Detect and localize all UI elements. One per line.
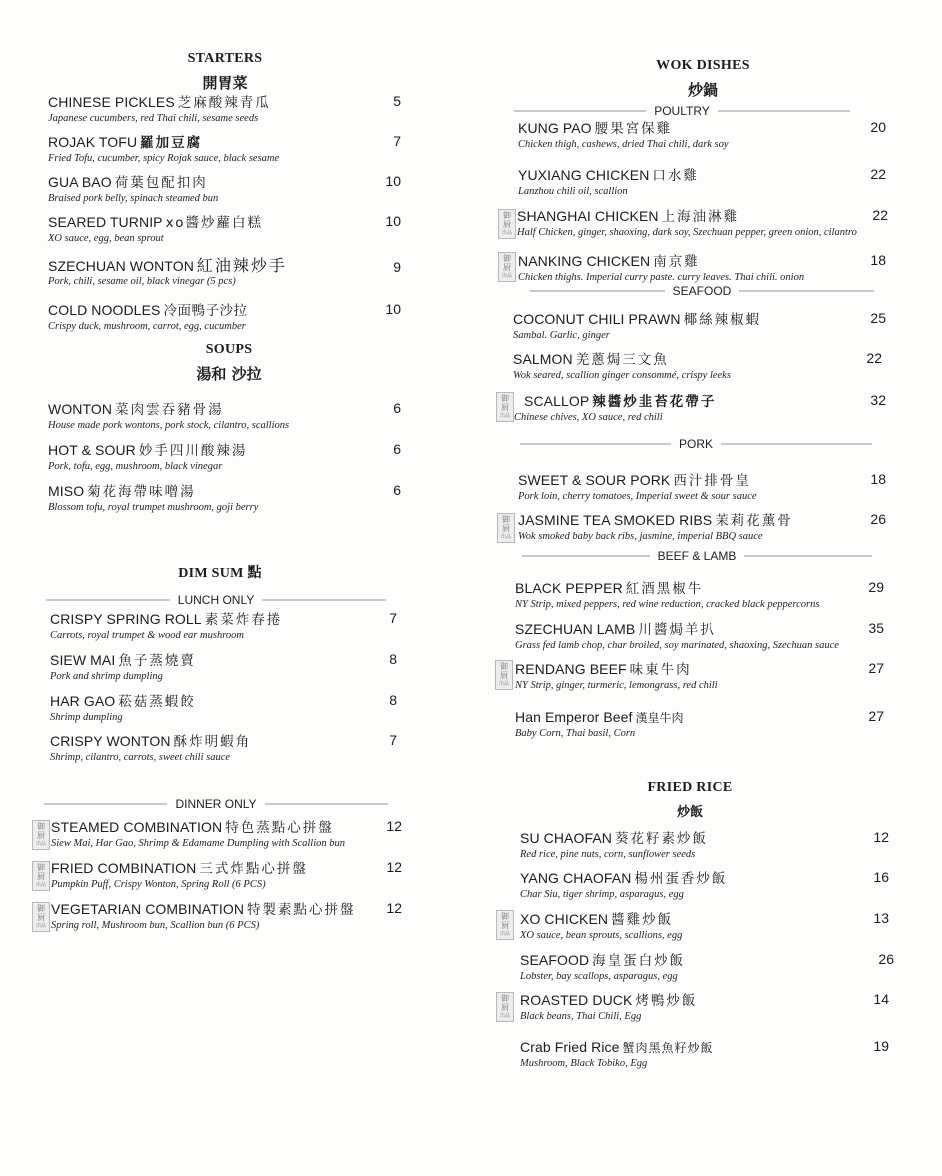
item-price: 22 <box>872 207 888 223</box>
item-name: CRISPY WONTON <box>50 733 171 749</box>
item-name: GUA BAO <box>48 174 112 190</box>
menu-item <box>520 951 685 983</box>
item-name-cn: 素菜炸春捲 <box>204 612 283 628</box>
item-name: COLD NOODLES <box>48 302 161 318</box>
item-price: 9 <box>393 259 401 275</box>
item-price: 27 <box>868 660 884 676</box>
item-desc: Baby Corn, Thai basil, Corn <box>515 728 636 739</box>
item-name-cn: 紅酒黑椒牛 <box>625 581 704 597</box>
item-name: SU CHAOFAN <box>520 830 613 846</box>
item-desc: Pork and shrimp dumpling <box>50 671 163 682</box>
item-price: 10 <box>385 213 401 229</box>
divider-rule <box>721 443 872 445</box>
item-name-cn: 海皇蛋白炒飯 <box>592 953 686 969</box>
menu-item <box>520 1038 714 1070</box>
item-name: Han Emperor Beef <box>515 709 633 725</box>
item-name: YUXIANG CHICKEN <box>518 167 650 183</box>
divider-rule <box>514 110 646 112</box>
item-price: 22 <box>870 166 886 182</box>
item-name: ROJAK TOFU <box>48 134 138 150</box>
item-desc: Fried Tofu, cucumber, spicy Rojak sauce, black sesame <box>48 153 280 164</box>
item-name: NANKING CHICKEN <box>518 253 651 269</box>
item-desc: Mushroom, Black Tobiko, Egg <box>520 1058 648 1069</box>
starters-title: STARTERS <box>187 51 263 66</box>
lunch-only-label: LUNCH ONLY <box>177 593 255 607</box>
item-price: 27 <box>868 708 884 724</box>
menu-item <box>517 207 857 239</box>
item-name: SCALLOP <box>524 393 590 409</box>
menu-item <box>50 610 282 642</box>
item-price: 7 <box>393 133 401 149</box>
item-price: 26 <box>870 511 886 527</box>
divider-rule <box>262 599 386 601</box>
item-name-cn: xo醬炒蘿白糕 <box>165 215 263 231</box>
menu-item <box>48 441 247 473</box>
item-name-cn: 特色蒸點心拼盤 <box>225 820 334 836</box>
menu-item <box>518 252 804 284</box>
item-name-cn: 烤鴨炒飯 <box>635 993 698 1009</box>
item-name: SZECHUAN WONTON <box>48 258 194 274</box>
item-desc: Lobster, bay scallops, asparagus, egg <box>520 971 678 982</box>
menu-item <box>518 166 699 198</box>
item-desc: Grass fed lamb chop, char broiled, soy marinated, shaoxing, Szechuan sauce <box>515 640 839 651</box>
menu-item <box>515 660 718 692</box>
item-price: 12 <box>873 829 889 845</box>
right-column <box>470 0 942 1176</box>
menu-item <box>48 301 247 333</box>
item-price: 16 <box>873 869 889 885</box>
item-name-cn: 三式炸點心拼盤 <box>199 861 308 877</box>
menu-item <box>48 213 263 245</box>
item-name-cn: 特製素點心拼盤 <box>247 902 356 918</box>
chef-seal-icon: 御 厨 出品 <box>498 252 516 282</box>
item-price: 13 <box>873 910 889 926</box>
menu-item <box>50 651 196 683</box>
item-name: SALMON <box>513 351 573 367</box>
item-name-cn: 魚子蒸燒賣 <box>118 653 196 669</box>
menu-item <box>50 732 251 764</box>
dinner-only-label: DINNER ONLY <box>175 797 257 811</box>
menu-item <box>48 482 258 514</box>
chef-seal-icon: 御 厨 出品 <box>496 992 514 1022</box>
item-name: SEAFOOD <box>520 952 590 968</box>
item-name: SIEW MAI <box>50 652 116 668</box>
item-desc: Pumpkin Puff, Crispy Wonton, Spring Roll (6 PCS) <box>51 879 266 890</box>
seafood-divider <box>530 284 874 298</box>
item-desc: Chicken thigh, cashews, dried Thai chili, dark soy <box>518 139 729 150</box>
chef-seal-icon: 御 厨 出品 <box>496 392 514 422</box>
item-name-cn: 芝麻酸辣青瓜 <box>177 95 271 111</box>
item-price: 12 <box>386 900 402 916</box>
menu-item <box>515 708 684 740</box>
item-desc: Chicken thighs. Imperial curry paste. curry leaves. Thai chili. onion <box>518 272 805 283</box>
item-name: CRISPY SPRING ROLL <box>50 611 202 627</box>
menu-item <box>520 829 708 861</box>
item-name-cn: 西汁排骨皇 <box>673 473 751 489</box>
fried-rice-title: FRIED RICE <box>647 780 733 795</box>
menu-item <box>515 620 839 652</box>
item-desc: Wok smoked baby back ribs, jasmine, imperial BBQ sauce <box>518 531 763 542</box>
item-desc: Lanzhou chili oil, scallion <box>518 186 628 197</box>
seafood-label: SEAFOOD <box>672 284 732 298</box>
item-desc: Shrimp, cilantro, carrots, sweet chili sauce <box>50 752 231 763</box>
menu-item <box>520 910 682 942</box>
item-desc: Japanese cucumbers, red Thai chili, sesame seeds <box>48 113 259 124</box>
poultry-divider <box>514 104 850 118</box>
left-column <box>0 0 470 1176</box>
item-name: WONTON <box>48 401 113 417</box>
item-name: SWEET & SOUR PORK <box>518 472 671 488</box>
menu-item <box>518 511 793 543</box>
item-name: SEARED TURNIP <box>48 214 163 230</box>
divider-rule <box>265 803 388 805</box>
menu-item <box>520 991 697 1023</box>
item-price: 10 <box>385 301 401 317</box>
item-desc: Blossom tofu, royal trumpet mushroom, goji berry <box>48 502 259 513</box>
item-name-cn: 羅加豆腐 <box>140 135 203 151</box>
soups-title: SOUPS <box>205 342 253 357</box>
menu-item <box>513 310 761 342</box>
divider-rule <box>44 803 167 805</box>
item-desc: Sambal. Garlic, ginger <box>513 330 610 341</box>
soups-title-cn: 湯和 沙拉 <box>196 365 262 383</box>
item-desc: Carrots, royal trumpet & wood ear mushroom <box>50 630 244 641</box>
chef-seal-icon: 御 厨 出品 <box>32 861 50 891</box>
beef-lamb-divider <box>522 549 872 563</box>
item-name-cn: 妙手四川酸辣湯 <box>138 443 248 459</box>
item-name: RENDANG BEEF <box>515 661 627 677</box>
chef-seal-icon: 御 厨 出品 <box>32 820 50 850</box>
item-price: 12 <box>386 818 402 834</box>
item-name-cn: 冷面鴨子沙拉 <box>163 303 248 319</box>
item-price: 12 <box>386 859 402 875</box>
menu-item <box>518 471 757 503</box>
menu-item <box>514 392 716 424</box>
pork-divider <box>520 437 872 451</box>
item-name: KUNG PAO <box>518 120 592 136</box>
item-price: 6 <box>393 441 401 457</box>
item-price: 5 <box>393 93 401 109</box>
fried-rice-title-cn: 炒飯 <box>676 805 703 820</box>
item-desc: Pork, tofu, egg, mushroom, black vinegar <box>48 461 223 472</box>
item-price: 8 <box>389 651 397 667</box>
menu-item <box>48 133 279 165</box>
item-name: STEAMED COMBINATION <box>51 819 223 835</box>
chef-seal-icon: 御 厨 出品 <box>495 660 513 690</box>
item-desc: Pork loin, cherry tomatoes, Imperial sweet & sour sauce <box>518 491 757 502</box>
item-price: 6 <box>393 482 401 498</box>
divider-rule <box>744 555 872 557</box>
item-desc: Pork, chili, sesame oil, black vinegar (5 pcs) <box>48 276 236 287</box>
item-price: 18 <box>870 252 886 268</box>
item-name-cn: 酥炸明蝦角 <box>173 734 252 750</box>
item-price: 32 <box>870 392 886 408</box>
item-desc: Black beans, Thai Chili, Egg <box>520 1011 642 1022</box>
lunch-only-divider <box>46 593 386 607</box>
divider-rule <box>522 555 650 557</box>
item-name: VEGETARIAN COMBINATION <box>51 901 245 917</box>
item-name: MISO <box>48 483 85 499</box>
item-name: SZECHUAN LAMB <box>515 621 636 637</box>
item-name: XO CHICKEN <box>520 911 609 927</box>
divider-rule <box>46 599 170 601</box>
item-name-cn: 味東牛肉 <box>629 662 692 678</box>
item-desc: XO sauce, egg, bean sprout <box>48 233 164 244</box>
item-price: 7 <box>389 610 397 626</box>
menu-item <box>515 579 819 611</box>
item-name: ROASTED DUCK <box>520 992 633 1008</box>
item-desc: Braised pork belly, spinach steamed bun <box>48 193 219 204</box>
item-desc: Half Chicken, ginger, shaoxing, dark soy, Szechuan pepper, green onion, cilantro <box>517 227 857 238</box>
item-name: FRIED COMBINATION <box>51 860 197 876</box>
item-name-cn: 菜肉雲吞豬骨湯 <box>115 402 224 418</box>
item-price: 20 <box>870 119 886 135</box>
item-desc: Siew Mai, Har Gao, Shrimp & Edamame Dumpling with Scallion bun <box>51 838 345 849</box>
item-name-cn: 蟹肉黑魚籽炒飯 <box>622 1041 714 1055</box>
chef-seal-icon: 御 厨 出品 <box>498 209 516 239</box>
item-name-cn: 南京雞 <box>653 254 700 270</box>
menu-item <box>520 869 727 901</box>
item-name-cn: 漢皇牛肉 <box>635 711 684 725</box>
item-price: 22 <box>866 350 882 366</box>
item-name: COCONUT CHILI PRAWN <box>513 311 681 327</box>
item-name-cn: 葵花籽素炒飯 <box>615 831 709 847</box>
item-name-cn: 口水雞 <box>652 168 699 184</box>
item-name: HOT & SOUR <box>48 442 136 458</box>
item-name-cn: 菘菇蒸蝦餃 <box>118 694 196 710</box>
item-desc: Char Siu, tiger shrimp, asparagus, egg <box>520 889 684 900</box>
item-name-cn: 紅油辣炒手 <box>196 256 287 275</box>
wok-dishes-title: WOK DISHES <box>656 58 750 73</box>
item-name: SHANGHAI CHICKEN <box>517 208 659 224</box>
item-desc: Spring roll, Mushroom bun, Scallion bun (6 PCS) <box>51 920 260 931</box>
item-name: JASMINE TEA SMOKED RIBS <box>518 512 713 528</box>
menu-item <box>50 692 196 724</box>
item-name-cn: 醬雞炒飯 <box>611 912 674 928</box>
item-price: 18 <box>870 471 886 487</box>
item-desc: House made pork wontons, pork stock, cilantro, scallions <box>48 420 290 431</box>
item-price: 25 <box>870 310 886 326</box>
starters-title-cn: 開胃菜 <box>202 74 248 92</box>
poultry-label: POULTRY <box>654 104 710 118</box>
menu-item <box>48 93 271 125</box>
menu-item <box>518 119 729 151</box>
item-desc: NY Strip, mixed peppers, red wine reduction, cracked black peppercorns <box>515 599 820 610</box>
menu-item <box>48 257 287 288</box>
menu-item <box>51 818 345 850</box>
item-price: 29 <box>868 579 884 595</box>
item-price: 19 <box>873 1038 889 1054</box>
menu-item <box>51 859 308 891</box>
item-name: HAR GAO <box>50 693 116 709</box>
item-name-cn: 椰絲辣椒蝦 <box>683 312 762 328</box>
item-desc: Chinese chives, XO sauce, red chili <box>514 412 663 423</box>
wok-dishes-title-cn: 炒鍋 <box>687 81 718 99</box>
chef-seal-icon: 御 厨 出品 <box>497 513 515 543</box>
item-name-cn: 川醬焗羊扒 <box>638 622 716 638</box>
item-desc: Shrimp dumpling <box>50 712 123 723</box>
item-name-cn: 腰果宮保雞 <box>594 121 673 137</box>
pork-label: PORK <box>679 437 714 451</box>
divider-rule <box>718 110 850 112</box>
item-desc: Wok seared, scallion ginger consommé, crispy leeks <box>513 370 731 381</box>
item-desc: XO sauce, bean sprouts, scallions, egg <box>520 930 683 941</box>
item-name: Crab Fried Rice <box>520 1039 620 1055</box>
dinner-only-divider <box>44 797 388 811</box>
item-name-cn: 辣醬炒韭苔花帶子 <box>592 394 717 410</box>
item-desc: NY Strip, ginger, turmeric, lemongrass, red chili <box>515 680 718 691</box>
item-price: 26 <box>878 951 894 967</box>
beef-lamb-label: BEEF & LAMB <box>657 549 737 563</box>
item-price: 8 <box>389 692 397 708</box>
menu-item <box>48 173 218 205</box>
item-name-cn: 荷葉包配扣肉 <box>114 175 208 191</box>
item-desc: Crispy duck, mushroom, carrot, egg, cucumber <box>48 321 246 332</box>
chef-seal-icon: 御 厨 出品 <box>496 910 514 940</box>
item-name: BLACK PEPPER <box>515 580 623 596</box>
dimsum-title: DIM SUM 點 <box>178 566 262 581</box>
item-price: 10 <box>385 173 401 189</box>
divider-rule <box>530 290 665 292</box>
item-name-cn: 上海油淋雞 <box>661 209 740 225</box>
item-name: YANG CHAOFAN <box>520 870 632 886</box>
chef-seal-icon: 御 厨 出品 <box>32 902 50 932</box>
item-name-cn: 楊州蛋香炒飯 <box>634 871 728 887</box>
item-desc: Red rice, pine nuts, corn, sunflower seeds <box>520 849 696 860</box>
item-price: 14 <box>873 991 889 1007</box>
divider-rule <box>520 443 671 445</box>
item-name-cn: 菊花海帶味噌湯 <box>87 484 196 500</box>
item-name: CHINESE PICKLES <box>48 94 175 110</box>
item-price: 35 <box>868 620 884 636</box>
menu-item <box>51 900 356 932</box>
menu-item <box>48 400 289 432</box>
item-name-cn: 羌蔥焗三文魚 <box>575 352 669 368</box>
item-price: 6 <box>393 400 401 416</box>
menu-item <box>513 350 731 382</box>
item-name-cn: 茉莉花薰骨 <box>715 513 793 529</box>
item-price: 7 <box>389 732 397 748</box>
divider-rule <box>739 290 874 292</box>
